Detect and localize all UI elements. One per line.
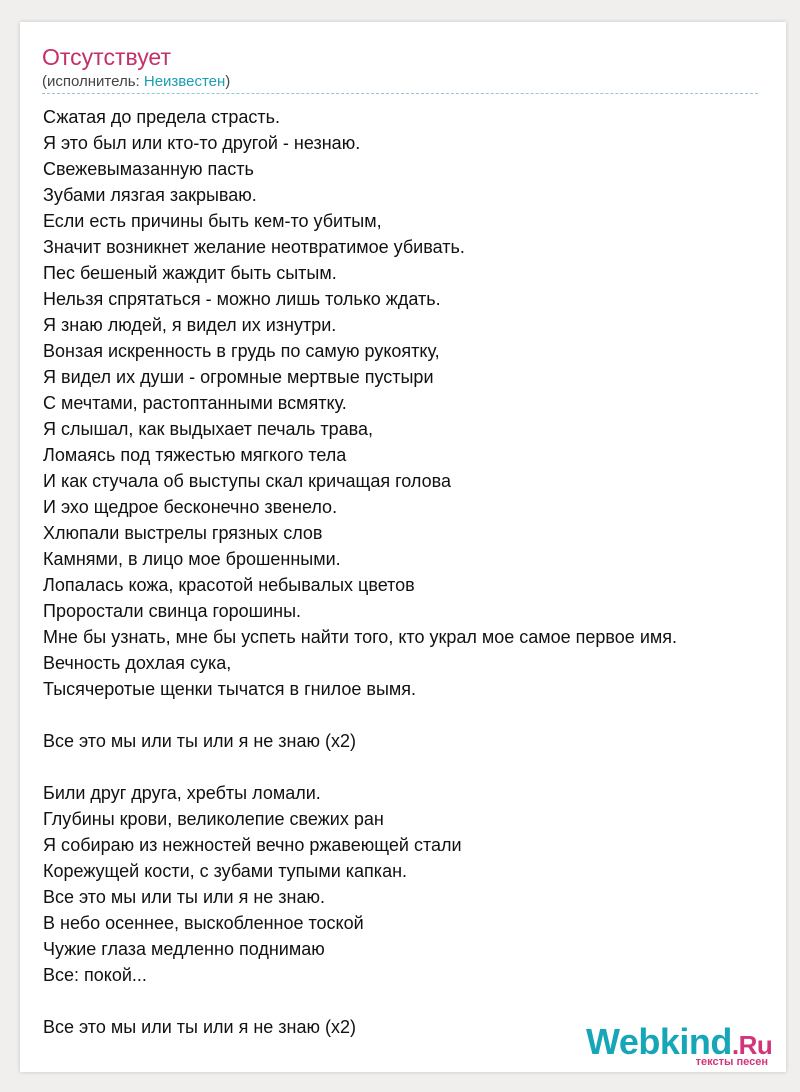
song-title: Отсутствует (42, 44, 171, 70)
lyric-line: И как стучала об выступы скал кричащая голова (43, 471, 451, 491)
lyric-line: Лопалась кожа, красотой небывалых цветов (43, 575, 415, 595)
lyric-line: Зубами лязгая закрываю. (43, 185, 257, 205)
lyrics-text (43, 104, 783, 1040)
lyric-line (43, 702, 783, 728)
lyric-line: Хлюпали выстрелы грязных слов (43, 523, 323, 543)
lyric-line: Глубины крови, великолепие свежих ран (43, 809, 384, 829)
lyric-line: Тысячеротые щенки тычатся в гнилое вымя. (43, 679, 417, 699)
logo-tagline: тексты песен (695, 1056, 768, 1068)
lyric-line: Проростали свинца горошины. (43, 601, 302, 621)
lyric-line: Значит возникнет желание неотвратимое убивать. (43, 237, 465, 257)
lyric-line: И эхо щедрое бесконечно звенело. (43, 497, 338, 517)
lyric-line: Чужие глаза медленно поднимаю (43, 939, 325, 959)
lyric-line: Все это мы или ты или я не знаю (x2) (43, 1017, 356, 1037)
lyric-line: Сжатая до предела страсть. (43, 107, 281, 127)
lyric-line: Пес бешеный жаждит быть сытым. (43, 263, 337, 283)
artist-link[interactable]: Неизвестен (143, 73, 226, 90)
divider (42, 93, 758, 94)
lyric-line: Корежущей кости, с зубами тупыми капкан. (43, 861, 408, 881)
artist-suffix: ) (225, 73, 231, 90)
lyric-line (43, 988, 783, 1014)
lyric-line: Мне бы узнать, мне бы успеть найти того, кто украл мое самое первое имя. (43, 627, 677, 647)
lyric-line: Нельзя спрятаться - можно лишь только ждать. (43, 289, 441, 309)
lyric-line: Все это мы или ты или я не знаю (x2) (43, 731, 356, 751)
lyric-line: Я собираю из нежностей вечно ржавеющей стали (43, 835, 462, 855)
lyric-line: Все это мы или ты или я не знаю. (43, 887, 325, 907)
lyric-line: Вечность дохлая сука, (43, 653, 232, 673)
logo-tld: .Ru (731, 1030, 773, 1060)
lyric-line: В небо осеннее, выскобленное тоской (43, 913, 364, 933)
artist-prefix: (исполнитель: (42, 73, 144, 90)
logo-name: Webkind (586, 1021, 732, 1062)
lyric-line: С мечтами, растоптанными всмятку. (43, 393, 347, 413)
lyric-line: Камнями, в лицо мое брошенными. (43, 549, 341, 569)
lyric-line: Я знаю людей, я видел их изнутри. (43, 315, 337, 335)
lyric-line: Все: покой... (43, 965, 147, 985)
lyric-line: Я видел их души - огромные мертвые пустыри (43, 367, 434, 387)
lyric-line: Вонзая искренность в грудь по самую рукоятку, (43, 341, 440, 361)
lyric-line: Я это был или кто-то другой - незнаю. (43, 133, 361, 153)
artist-line (42, 72, 230, 92)
lyric-line (43, 754, 783, 780)
lyric-line: Били друг друга, хребты ломали. (43, 783, 321, 803)
lyric-line: Ломаясь под тяжестью мягкого тела (43, 445, 347, 465)
lyric-line: Если есть причины быть кем-то убитым, (43, 211, 382, 231)
lyric-line: Свежевымазанную пасть (43, 159, 254, 179)
lyric-line: Я слышал, как выдыхает печаль трава, (43, 419, 374, 439)
site-logo[interactable] (586, 1022, 776, 1072)
